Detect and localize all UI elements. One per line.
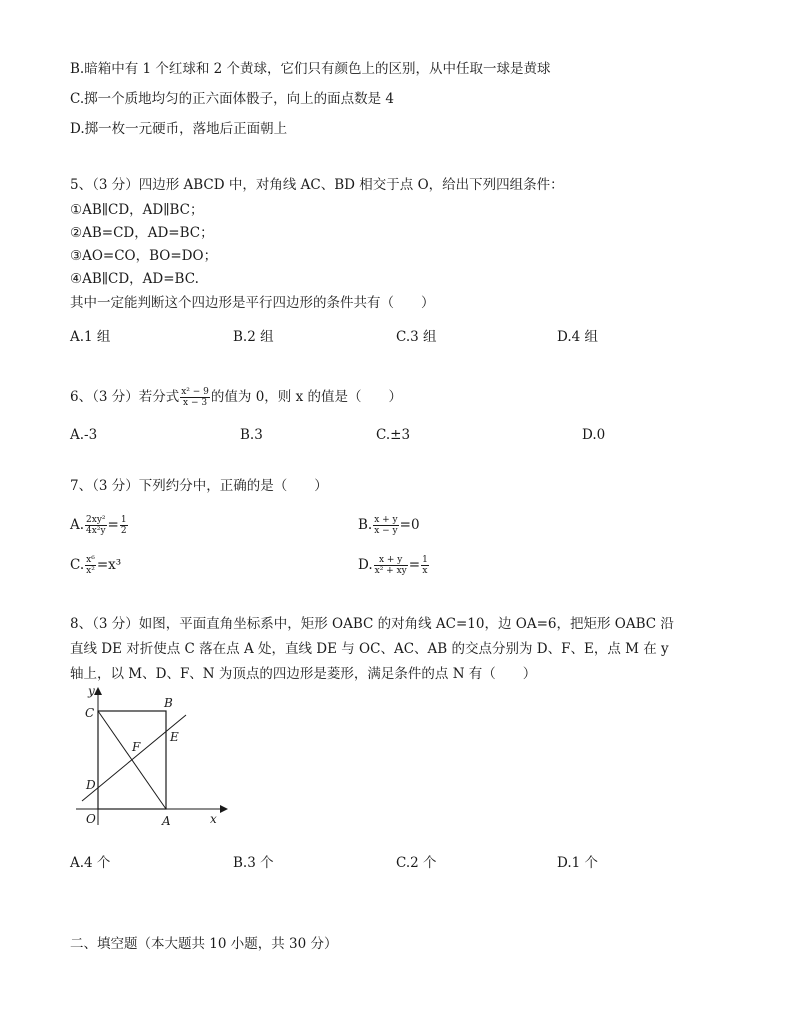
q8-stem-line2: 直线 DE 对折使点 C 落在点 A 处，直线 DE 与 OC、AC、AB 的交点分别为 D、F、E，点 M 在 y [70, 641, 669, 657]
q6-prefix: 6、（3 分）若分式 [70, 389, 180, 405]
q7-b-denominator: x − y [374, 526, 398, 536]
q6-fraction-numerator: x² − 9 [181, 387, 209, 397]
q7-d-equals: = [408, 557, 421, 573]
q7-c-denominator: x² [86, 566, 95, 576]
label-d: D [86, 778, 96, 792]
section-2-heading: 二、填空题（本大题共 10 小题，共 30 分） [70, 936, 338, 952]
q7-d-label: D. [358, 557, 373, 573]
q6-option-b: B.3 [240, 427, 263, 443]
q5-condition-4: ④AB∥CD，AD=BC. [70, 271, 199, 287]
q6-option-a: A.-3 [70, 427, 98, 443]
q5-option-a: A.1 组 [70, 329, 111, 345]
q8-stem-line3: 轴上，以 M、D、F、N 为顶点的四边形是菱形，满足条件的点 N 有（ ） [70, 666, 537, 682]
q7-a-denominator: 4x²y [86, 526, 106, 536]
q8-option-d: D.1 个 [557, 855, 599, 871]
q7-d-result-numerator: 1 [422, 555, 428, 565]
q5-stem: 5、（3 分）四边形 ABCD 中，对角线 AC、BD 相交于点 O，给出下列四组条件： [70, 177, 564, 193]
q6-suffix: 的值为 0，则 x 的值是（ ） [210, 389, 402, 405]
q7-b-numerator: x + y [374, 515, 398, 525]
q8-option-a: A.4 个 [70, 855, 111, 871]
q7-a-result-numerator: 1 [120, 515, 127, 525]
q7-b-equals: =0 [399, 517, 420, 533]
label-e: E [170, 730, 179, 744]
q7-d-result-denominator: x [422, 566, 428, 576]
q7-d-numerator: x + y [374, 555, 408, 566]
q7-option-a [70, 515, 129, 536]
q5-condition-2: ②AB=CD，AD=BC； [70, 225, 214, 241]
q7-d-fraction [374, 555, 408, 576]
q4-option-b: B.暗箱中有 1 个红球和 2 个黄球，它们只有颜色上的区别，从中任取一球是黄球 [70, 61, 551, 77]
y-axis-arrow [94, 687, 102, 695]
q7-a-result-denominator: 2 [120, 526, 127, 536]
q7-a-equals: = [107, 517, 119, 533]
q8-figure [76, 683, 236, 828]
x-axis-arrow [220, 805, 228, 813]
q4-option-c: C.掷一个质地均匀的正六面体骰子，向上的面点数是 4 [70, 91, 395, 107]
q5-option-d: D.4 组 [557, 329, 599, 345]
q7-a-label: A. [70, 517, 85, 533]
q7-a-fraction [85, 515, 107, 536]
q5-condition-3: ③AO=CO，BO=DO； [70, 248, 218, 264]
q7-a-result-fraction [120, 515, 128, 536]
q7-b-fraction [373, 515, 398, 536]
q6-fraction-denominator: x − 3 [183, 398, 208, 408]
q7-a-numerator: 2xy² [86, 515, 106, 525]
q7-d-result-fraction [421, 555, 429, 576]
q5-condition-1: ①AB∥CD，AD∥BC； [70, 202, 204, 218]
q8-option-c: C.2 个 [396, 855, 437, 871]
q7-stem: 7、（3 分）下列约分中，正确的是（ ） [70, 478, 328, 494]
q4-option-d: D.掷一枚一元硬币，落地后正面朝上 [70, 121, 288, 137]
q5-option-c: C.3 组 [396, 329, 437, 345]
q7-b-label: B. [358, 517, 373, 533]
q6-stem [70, 387, 402, 408]
label-x: x [210, 812, 217, 826]
q5-question: 其中一定能判断这个四边形是平行四边形的条件共有（ ） [70, 295, 435, 311]
q7-c-numerator: x⁶ [86, 555, 95, 565]
label-o: O [86, 812, 96, 826]
q7-d-denominator: x² + xy [374, 566, 407, 576]
q5-option-b: B.2 组 [233, 329, 274, 345]
label-a: A [162, 814, 171, 828]
q6-option-d: D.0 [582, 427, 606, 443]
q7-option-b [358, 515, 420, 536]
q8-stem-line1: 8、（3 分）如图，平面直角坐标系中，矩形 OABC 的对角线 AC=10，边 OA=6，把矩形 OABC 沿 [70, 616, 674, 632]
label-f: F [132, 740, 141, 754]
q7-c-label: C. [70, 557, 85, 573]
label-b: B [164, 696, 173, 710]
q7-c-fraction [85, 555, 96, 576]
q7-option-d [358, 555, 430, 576]
label-c: C [85, 706, 95, 720]
q7-c-equals: =x³ [96, 557, 122, 573]
q6-option-c: C.±3 [376, 427, 411, 443]
q8-option-b: B.3 个 [233, 855, 274, 871]
q7-option-c [70, 555, 121, 576]
q6-fraction [180, 387, 210, 408]
label-y: y [88, 684, 95, 698]
